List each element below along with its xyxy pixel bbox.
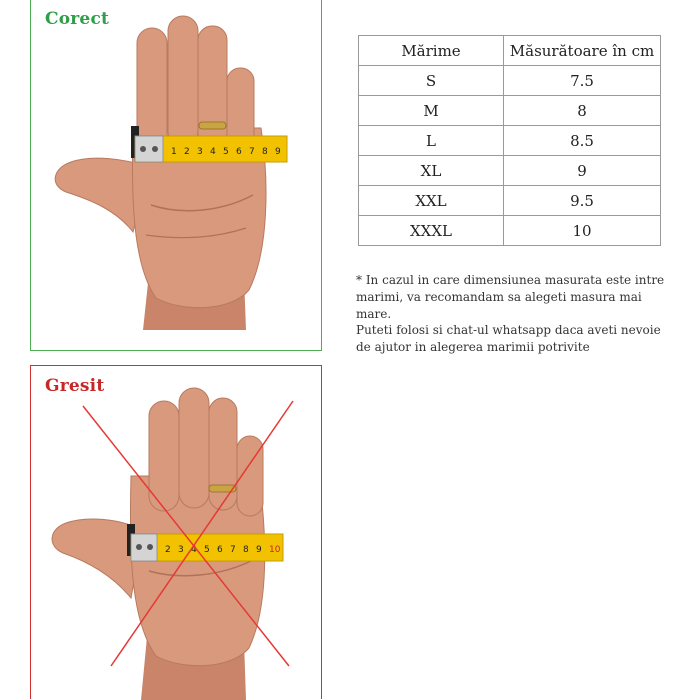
measurement-cell: 9.5 — [504, 186, 661, 216]
hand-image — [55, 16, 266, 330]
measurement-cell: 8 — [504, 96, 661, 126]
correct-title: Corect — [45, 9, 110, 29]
tape-tick-label: 2 — [165, 545, 171, 555]
table-row — [359, 126, 661, 156]
size-recommendation-note: * In cazul in care dimensiunea masurata este intre marimi, va recomandam sa alegeti masura mai mare. — [356, 273, 665, 321]
tape-tick-label: 2 — [184, 147, 190, 157]
table-row — [359, 156, 661, 186]
tape-tick-label: 1 — [171, 147, 177, 157]
tape-tick-label: 3 — [197, 147, 203, 157]
measurement-cell: 9 — [504, 156, 661, 186]
tape-tick-label: 7 — [249, 147, 255, 157]
tape-tick-label: 9 — [275, 147, 281, 157]
size-cell: M — [359, 96, 504, 126]
wrong-title: Gresit — [45, 376, 105, 396]
table-header-row — [359, 36, 661, 66]
tape-tick-label: 6 — [236, 147, 242, 157]
wrong-measurement-panel — [30, 365, 322, 699]
table-row — [359, 66, 661, 96]
size-cell: L — [359, 126, 504, 156]
whatsapp-help-note: Puteti folosi si chat-ul whatsapp daca aveti nevoie de ajutor in alegerea marimii potrivite — [356, 323, 661, 354]
header-measurement: Măsurătoare în cm — [504, 36, 661, 66]
tape-tick-label: 4 — [191, 545, 197, 555]
tape-tick-label: 5 — [204, 545, 210, 555]
measurement-cell: 7.5 — [504, 66, 661, 96]
table-row — [359, 216, 661, 246]
table-row — [359, 96, 661, 126]
tape-tick-label: 7 — [230, 545, 236, 555]
correct-hand-illustration — [31, 0, 323, 351]
tape-tick-label: 3 — [178, 545, 184, 555]
tape-tick-label: 8 — [262, 147, 268, 157]
tape-tick-label: 5 — [223, 147, 229, 157]
measurement-cell: 10 — [504, 216, 661, 246]
size-cell: XXXL — [359, 216, 504, 246]
tape-tick-label: 9 — [256, 545, 262, 555]
tape-tick-label: 6 — [217, 545, 223, 555]
size-cell: XL — [359, 156, 504, 186]
correct-measurement-panel — [30, 0, 322, 351]
size-cell: S — [359, 66, 504, 96]
size-chart-table — [358, 35, 661, 246]
tape-tick-label: 8 — [243, 545, 249, 555]
table-row — [359, 186, 661, 216]
measurement-cell: 8.5 — [504, 126, 661, 156]
wrong-hand-illustration — [31, 366, 323, 700]
size-cell: XXL — [359, 186, 504, 216]
tape-tick-label: 10 — [269, 545, 281, 555]
header-size: Mărime — [359, 36, 504, 66]
tape-tick-label: 4 — [210, 147, 216, 157]
